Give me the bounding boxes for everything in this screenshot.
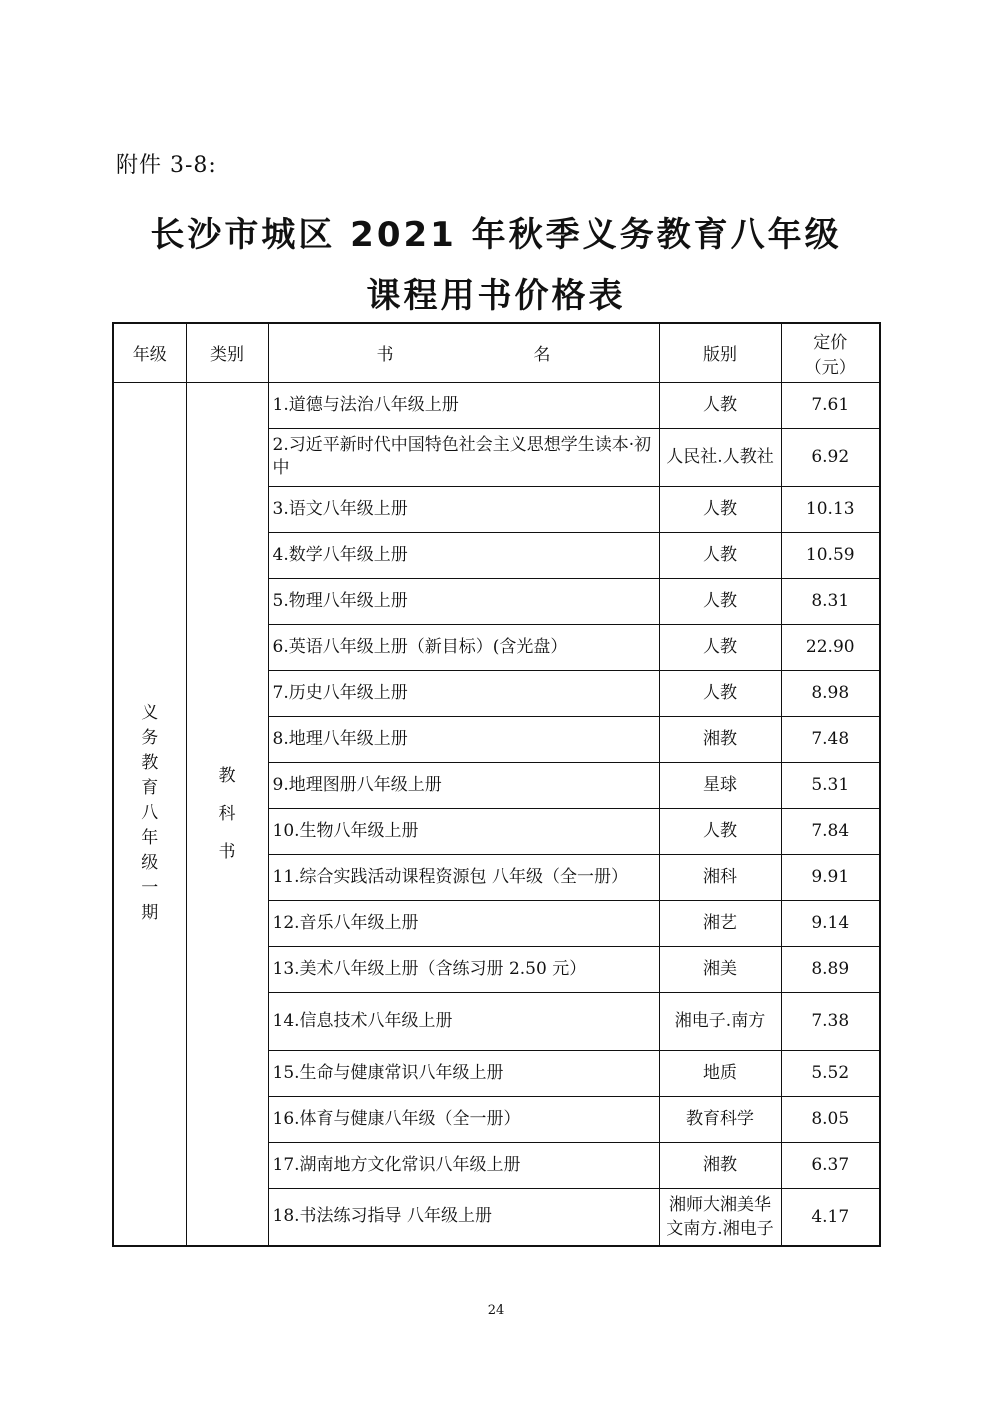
book-name-cell: 14.信息技术八年级上册: [268, 992, 659, 1050]
book-name-cell: 9.地理图册八年级上册: [268, 762, 659, 808]
book-name-cell: 6.英语八年级上册（新目标）(含光盘）: [268, 624, 659, 670]
price-cell: 7.48: [781, 716, 880, 762]
publisher-cell: 星球: [659, 762, 781, 808]
publisher-cell: 地质: [659, 1050, 781, 1096]
price-cell: 5.31: [781, 762, 880, 808]
grade-value: 义务教育八年级一期: [141, 703, 159, 924]
price-cell: 10.59: [781, 532, 880, 578]
publisher-cell: 湘科: [659, 854, 781, 900]
attachment-label: 附件 3-8:: [116, 153, 217, 178]
book-name-cell: 1.道德与法治八年级上册: [268, 382, 659, 428]
price-cell: 8.05: [781, 1096, 880, 1142]
book-name-cell: 7.历史八年级上册: [268, 670, 659, 716]
price-cell: 6.92: [781, 428, 880, 486]
book-name-cell: 16.体育与健康八年级（全一册）: [268, 1096, 659, 1142]
book-name-cell: 11.综合实践活动课程资源包 八年级（全一册）: [268, 854, 659, 900]
price-cell: 8.31: [781, 578, 880, 624]
publisher-cell: 人教: [659, 382, 781, 428]
price-cell: 5.52: [781, 1050, 880, 1096]
price-cell: 6.37: [781, 1142, 880, 1188]
category-cell: [186, 382, 268, 1246]
publisher-cell: 人教: [659, 486, 781, 532]
publisher-cell: 湘电子.南方: [659, 992, 781, 1050]
book-name-cell: 8.地理八年级上册: [268, 716, 659, 762]
header-category: 类别: [186, 323, 268, 382]
price-cell: 8.89: [781, 946, 880, 992]
publisher-cell: 湘美: [659, 946, 781, 992]
grade-cell: [113, 382, 186, 1246]
price-cell: 4.17: [781, 1188, 880, 1246]
header-price: [781, 323, 880, 382]
publisher-cell: 湘教: [659, 1142, 781, 1188]
header-grade: 年级: [113, 323, 186, 382]
book-name-cell: 3.语文八年级上册: [268, 486, 659, 532]
price-cell: 22.90: [781, 624, 880, 670]
price-cell: 7.61: [781, 382, 880, 428]
page-number: 24: [487, 1303, 505, 1318]
price-table: [112, 322, 881, 1247]
header-book-name: [268, 323, 659, 382]
book-name-cell: 4.数学八年级上册: [268, 532, 659, 578]
header-book-char1: 书: [376, 345, 394, 366]
table-header-row: [113, 323, 880, 382]
book-name-cell: 10.生物八年级上册: [268, 808, 659, 854]
header-book-char2: 名: [533, 345, 551, 366]
header-price-line1: 定价: [813, 332, 848, 353]
publisher-cell: 湘师大湘美华文南方.湘电子: [659, 1188, 781, 1246]
header-price-line2: （元）: [804, 357, 856, 378]
category-value: 教科书: [218, 765, 236, 862]
document-title-line2: 课程用书价格表: [366, 276, 626, 316]
publisher-cell: 人教: [659, 578, 781, 624]
header-publisher: 版别: [659, 323, 781, 382]
publisher-cell: 人教: [659, 532, 781, 578]
publisher-cell: 人教: [659, 624, 781, 670]
book-name-cell: 15.生命与健康常识八年级上册: [268, 1050, 659, 1096]
book-name-cell: 12.音乐八年级上册: [268, 900, 659, 946]
book-name-cell: 13.美术八年级上册（含练习册 2.50 元）: [268, 946, 659, 992]
price-cell: 8.98: [781, 670, 880, 716]
publisher-cell: 湘艺: [659, 900, 781, 946]
price-cell: 9.14: [781, 900, 880, 946]
price-cell: 10.13: [781, 486, 880, 532]
price-cell: 7.38: [781, 992, 880, 1050]
publisher-cell: 教育科学: [659, 1096, 781, 1142]
price-cell: 9.91: [781, 854, 880, 900]
publisher-cell: 湘教: [659, 716, 781, 762]
document-title-line1: 长沙市城区 2021 年秋季义务教育八年级: [150, 215, 842, 255]
price-cell: 7.84: [781, 808, 880, 854]
table-row: [113, 382, 880, 428]
publisher-cell: 人教: [659, 808, 781, 854]
publisher-cell: 人民社.人教社: [659, 428, 781, 486]
book-name-cell: 18.书法练习指导 八年级上册: [268, 1188, 659, 1246]
book-name-cell: 17.湖南地方文化常识八年级上册: [268, 1142, 659, 1188]
book-name-cell: 2.习近平新时代中国特色社会主义思想学生读本·初中: [268, 428, 659, 486]
book-name-cell: 5.物理八年级上册: [268, 578, 659, 624]
publisher-cell: 人教: [659, 670, 781, 716]
